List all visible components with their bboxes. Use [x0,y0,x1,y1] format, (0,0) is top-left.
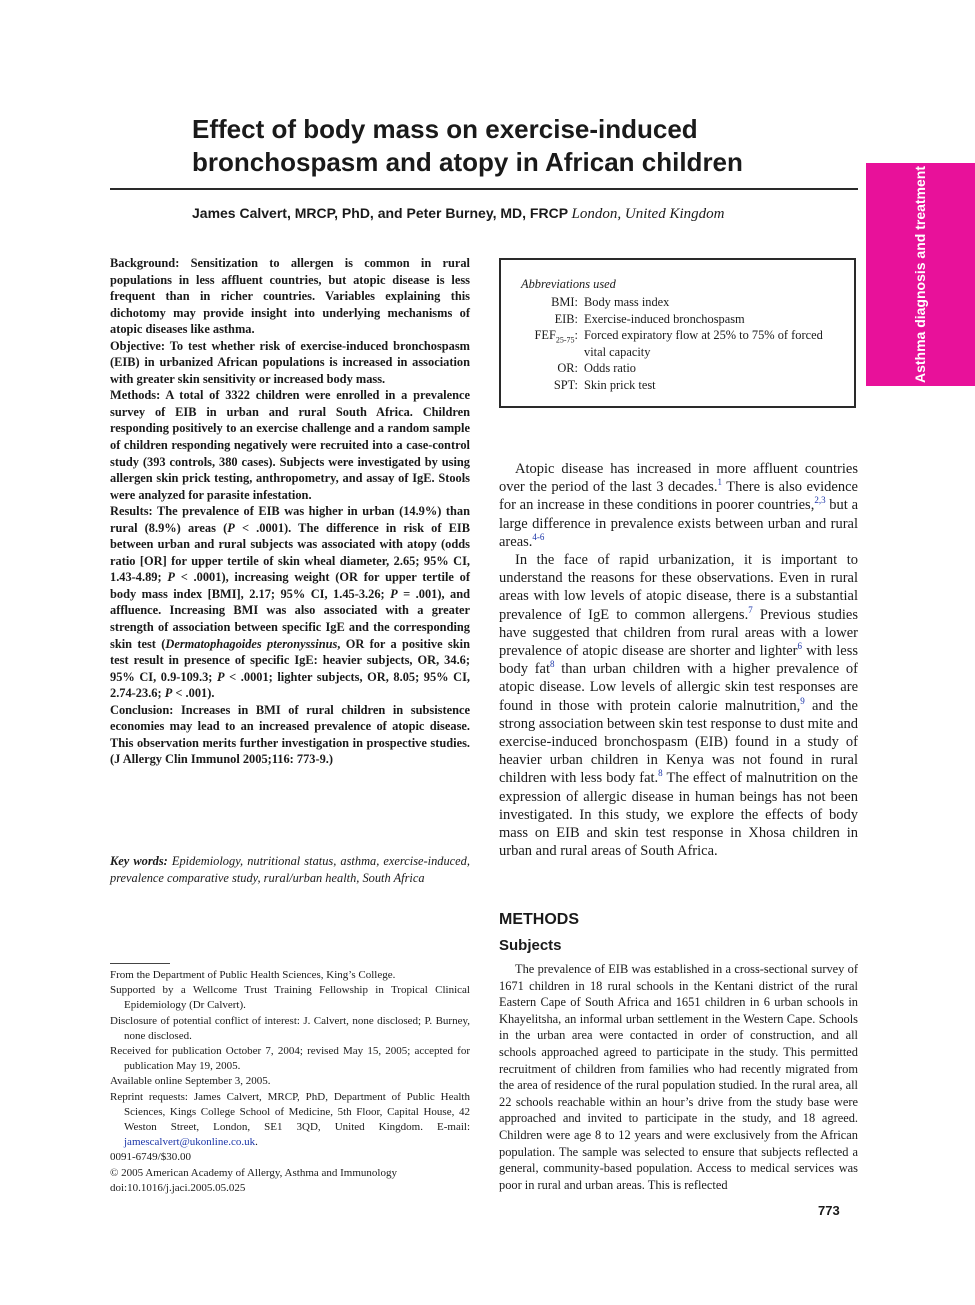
abbreviation-key: BMI: [551,295,578,309]
abbreviation-key: OR: [557,361,578,376]
page-number: 773 [818,1203,840,1218]
abbreviation-value: Forced expiratory flow at 25% to 75% of forced vital capacity [584,328,823,359]
abbreviations-list [501,294,856,394]
citation-ref[interactable]: 9 [800,695,805,706]
intro-paragraph-2 [499,551,858,860]
author-location: London, United Kingdom [571,206,725,222]
email-link[interactable]: jamescalvert@ukonline.co.uk [124,1136,256,1149]
intro-text: Previous studies have suggested that children from rural areas with a lower prevalence of atopic disease are shorter and lighter [499,606,858,660]
abbreviation-key-subscript: 25-75 [555,335,575,345]
p-value-symbol: P [164,686,173,701]
citation-ref[interactable]: 1 [717,477,723,488]
abstract-results-text: < .001). [172,686,215,701]
methods-section [499,961,858,1193]
abbreviation-key [501,327,584,360]
abstract-results-text: = .001), and affluence. Increasing BMI was also associated with a greater strength of association between specific IgE and the corresponding skin test ( [110,586,470,651]
abbreviation-value: Body mass index [584,295,670,309]
author-line [192,204,852,224]
methods-heading: METHODS [499,911,579,928]
reprint-end: . [255,1136,258,1149]
abbreviation-key: EIB: [554,311,578,326]
abbreviation-key: SPT: [553,377,578,392]
footnote-reprint [110,1090,470,1151]
abbreviations-heading: Abbreviations used [521,277,616,291]
abbreviation-value: Exercise-induced bronchospasm [584,311,745,326]
abstract-results-text: < .0001; lighter subjects, OR, 8.05; 95% CI, 2.74-23.6; [110,669,471,701]
intro-text: There is also evidence for an increase in these conditions in poorer countries, [499,479,858,514]
abbreviation-row [501,360,856,377]
footnote-disclosure: Disclosure of potential conflict of interest: J. Calvert, none disclosed; P. Burney, none disclosed. [110,1014,470,1042]
abbreviations-box [499,258,856,408]
intro-text: than urban children with a higher prevalence of atopic disease. Low levels of allergic skin test responses are found in those with protein calorie malnutrition, [499,661,859,714]
footnotes [110,968,470,1196]
p-value-symbol: P [217,669,225,684]
p-value-symbol: P [167,570,175,585]
footnote-issn: 0091-6749/$30.00 [110,1151,191,1164]
methods-paragraph: The prevalence of EIB was established in a cross-sectional survey of 1671 children in 18 rural schools in the Kentani district of the rural Eastern Cape of South Africa and 1651 children in 6 urban schools in Khayelitsha, an informal urban settlement in the Western Cape. Schools in the urban area were contacted in order of construction, and all schools approached agreed to participate in the study. This permitted recruitment of children from families who had recently migrated from the area of residence of the rural population studied. In the rural area, all 22 schools reachable within an hour’s drive from the study base were approached and invited to participate in the study, and 18 agreed. Children were age 8 to 12 years and were exclusively from the African population. The sample was selected to ensure that subjects reflected a general, community-based population. Access to medical services was poor in rural and urban areas. This is reflected [499,962,858,1192]
intro-text: In the face of rapid urbanization, it is important to understand the reasons for these observations. Even in rural areas with low levels of atopic disease, there is a substantial prevalence of IgE to common allergens. [499,552,858,623]
keywords [110,853,470,887]
intro-text: with less body fat [499,643,858,678]
abstract-results-text: , OR for a positive skin test result in presence of specific IgE: heavier subjects, OR, 34.6; 95% CI, 0.9-109.3; [110,636,470,684]
subjects-subheading: Subjects [499,937,562,954]
citation-ref[interactable]: 6 [797,641,803,652]
footnote-doi: doi:10.1016/j.jaci.2005.05.025 [110,1181,246,1194]
abstract-background-text: Sensitization to allergen is common in rural populations in less affluent countries, but atopic disease is less frequent than in richer countries. Variables explaining this dichotomy may provide insight into underlying mechanisms of atopic diseases like asthma. [110,256,470,337]
abbreviation-row [501,294,856,311]
introduction [499,460,858,860]
citation-ref[interactable]: 7 [748,604,753,615]
title-divider [110,188,858,190]
intro-text: and the strong association between skin test response to dust mite and exercise-induced bronchospasm (EIB) found in a study of heavier urban children in Kenya was not found in rural children with less body fat. [499,697,858,787]
p-value-symbol: P [390,586,398,601]
abstract-methods-text: A total of 3322 children were enrolled in a prevalence survey of EIB in urban and rural South Africa. Children responding positively to an exercise challenge and a random sample of children responding negatively were recruited into a case-control study (393 controls, 380 cases). Subjects were investigated by using allergen skin prick testing, anthropometry, and assay of IgE. Stools were analyzed for parasite infestation. [110,388,470,502]
abstract-objective-text: To test whether risk of exercise-induced bronchospasm (EIB) in urbanized African populations is increased in association with greater skin sensitivity or increased body mass. [110,338,470,386]
side-tab-label: Asthma diagnosis and treatment [912,165,928,384]
section-side-tab [866,163,975,386]
abbreviation-row [501,327,856,360]
abstract-background [110,255,470,338]
species-name: Dermatophagoides pteronyssinus [165,636,338,651]
abstract-results-text: The prevalence of EIB was higher in urban (14.9%) than rural (8.9%) areas ( [110,504,470,535]
abbreviation-row [501,377,856,394]
abbreviation-key-colon: : [574,328,578,343]
footnote-support: Supported by a Wellcome Trust Training Fellowship in Tropical Clinical Epidemiology (Dr Calvert). [110,984,470,1012]
abbreviation-key-base: FEF [534,328,556,343]
keywords-label: Key words: [110,854,168,868]
reprint-text: Reprint requests: James Calvert, MRCP, PhD, Department of Public Health Sciences, Kings College School of Medicine, 5th Floor, Capital House, 42 Weston Street, London, SE1 3QD, United Kingdom. E-mail: [110,1090,470,1134]
abstract-objective-label: Objective: [110,338,166,353]
abstract-conclusion-text: Increases in BMI of rural children in subsistence economies may lead to an increased prevalence of atopic disease. This observation merits further investigation in prospective studies. (J Allergy Clin Immunol 2005;116: 773-9.) [110,702,470,767]
abstract-results-text: < .0001). The difference in risk of EIB between urban and rural subjects was associated with atopy (odds ratio [OR] for upper tertile of skin wheal diameter, 2.65; 95% CI, 1.43-4.89; [110,520,470,585]
p-value-symbol: P [227,520,235,535]
abstract-background-label: Background: [110,256,180,270]
abstract-objective [110,338,470,388]
citation-ref[interactable]: 2,3 [814,495,826,506]
citation-ref[interactable]: 8 [658,768,663,779]
footnote-copyright: © 2005 American Academy of Allergy, Asthma and Immunology [110,1166,397,1179]
abbreviation-value: Odds ratio [584,361,636,376]
footnote-received: Received for publication October 7, 2004; revised May 15, 2005; accepted for publication May 19, 2005. [110,1045,470,1073]
citation-ref[interactable]: 8 [550,659,555,670]
abstract-results [110,503,470,702]
abbreviation-row [501,311,856,328]
footnote-available: Available online September 3, 2005. [110,1075,271,1088]
abbreviation-value: Skin prick test [584,377,656,392]
abstract-conclusion-label: Conclusion: [110,702,174,717]
article-title: Effect of body mass on exercise-induced bronchospasm and atopy in African children [192,114,743,177]
intro-text: The effect of malnutrition on the expression of allergic disease in human beings has not been investigated. In this study, we explore the effects of body mass on EIB and skin test response in Xhosa children in urban and rural areas of South Africa. [499,770,858,860]
keywords-text: Epidemiology, nutritional status, asthma, exercise-induced, prevalence comparative study, rural/urban health, South Africa [110,854,470,885]
abstract-conclusion [110,702,470,768]
footnote-department: From the Department of Public Health Sciences, King’s College. [110,969,396,981]
author-names: James Calvert, MRCP, PhD, and Peter Burney, MD, FRCP [192,205,569,221]
intro-text: Atopic disease has increased in more affluent countries over the period of the last 3 decades. [499,461,858,496]
intro-text: but a large difference in prevalence exists between urban and rural areas. [499,497,859,550]
abstract [110,255,470,768]
abstract-methods-label: Methods: [110,388,161,403]
footnote-divider [110,963,170,964]
citation-ref[interactable]: 4-6 [532,531,545,542]
abstract-results-label: Results: [110,504,153,519]
abstract-methods [110,387,470,503]
intro-paragraph-1 [499,460,858,551]
abstract-results-text: < .0001), increasing weight (OR for upper tertile of body mass index [BMI], 2.17; 95% CI, 1.45-3.26; [110,570,471,601]
